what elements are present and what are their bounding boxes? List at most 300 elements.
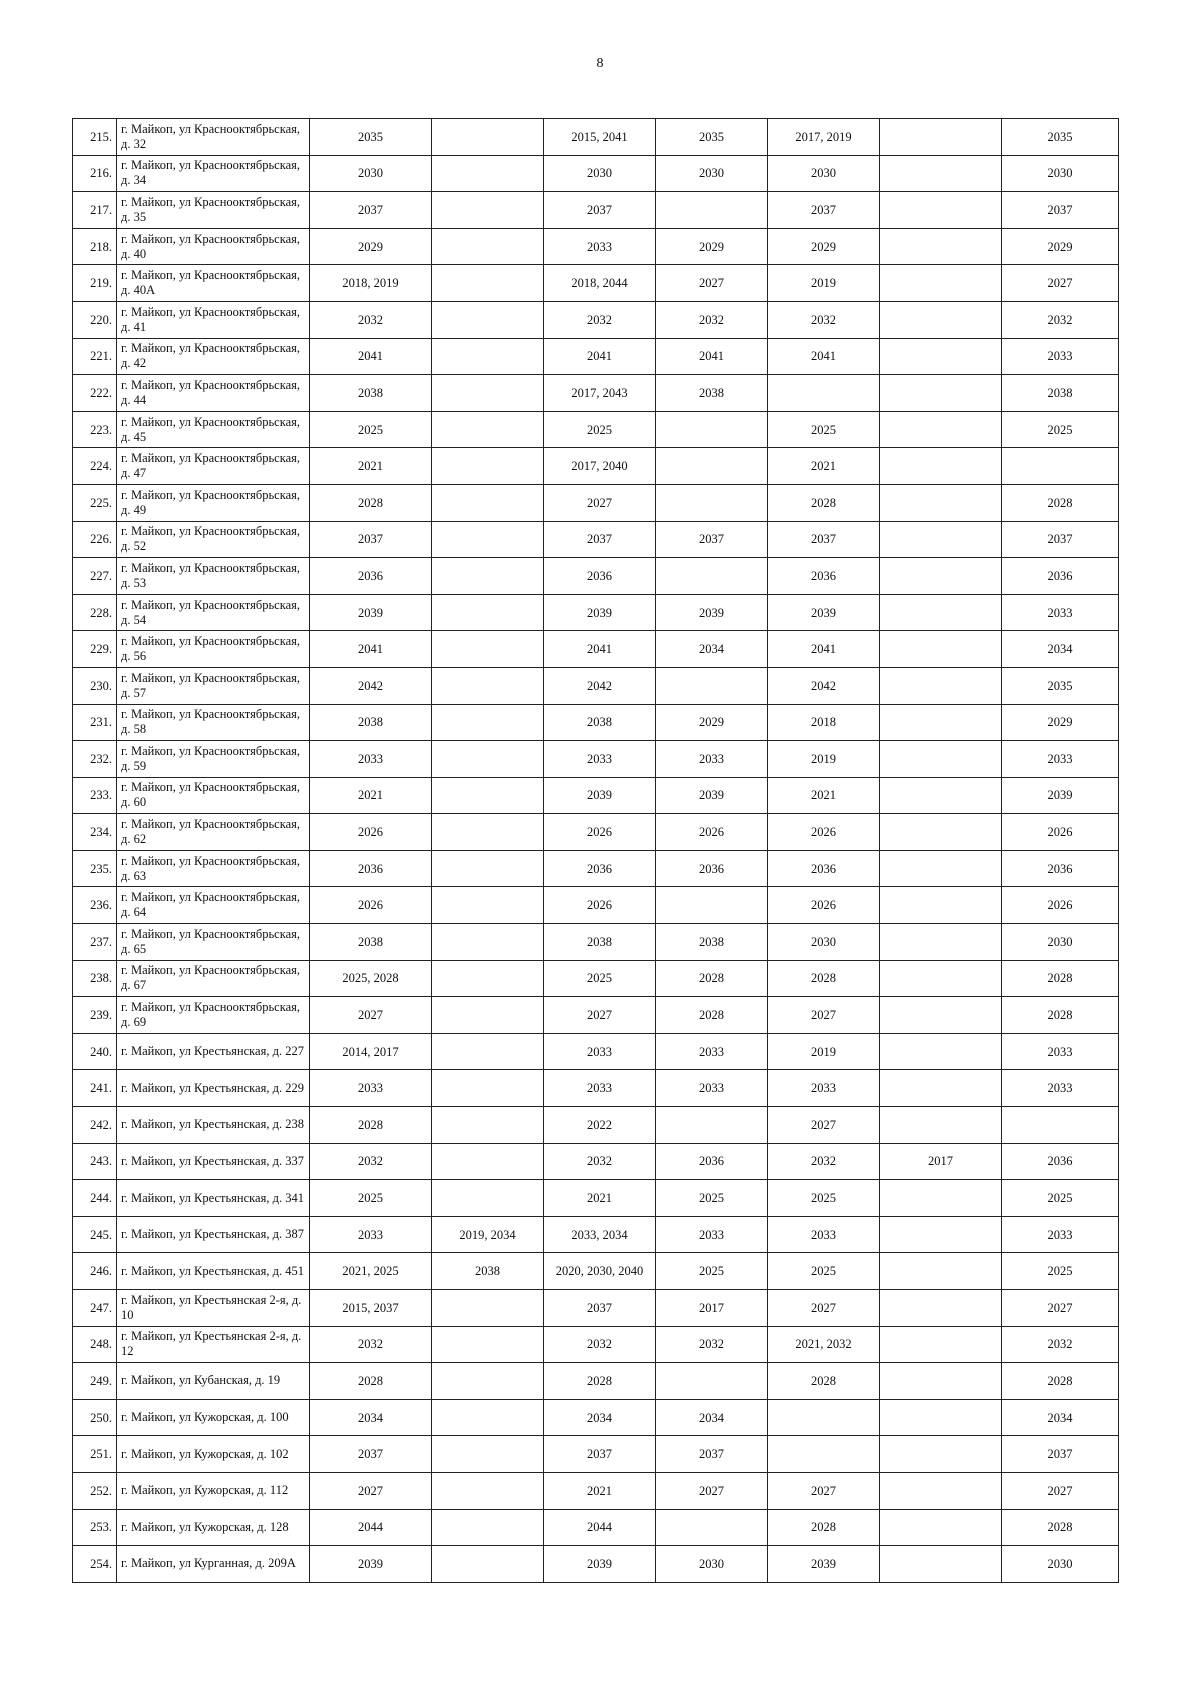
row-number: 227. [73,558,117,595]
year-cell-c3: 2036 [544,558,656,595]
year-cell-c1: 2029 [310,228,432,265]
year-cell-c7: 2033 [1002,1216,1119,1253]
year-cell-c7: 2037 [1002,521,1119,558]
year-cell-c1: 2015, 2037 [310,1290,432,1327]
address-cell: г. Майкоп, ул Крестьянская, д. 341 [117,1180,310,1217]
year-cell-c4: 2034 [656,1399,768,1436]
year-cell-c6 [880,411,1002,448]
year-cell-c5: 2028 [768,960,880,997]
year-cell-c6: 2017 [880,1143,1002,1180]
row-number: 231. [73,704,117,741]
year-cell-c2 [432,1107,544,1144]
row-number: 216. [73,155,117,192]
year-cell-c1: 2041 [310,631,432,668]
address-cell: г. Майкоп, ул Краснооктябрьская, д. 56 [117,631,310,668]
row-number: 248. [73,1326,117,1363]
year-cell-c3: 2041 [544,631,656,668]
year-cell-c5: 2025 [768,411,880,448]
year-cell-c6 [880,667,1002,704]
year-cell-c6 [880,1399,1002,1436]
year-cell-c2 [432,119,544,156]
year-cell-c3: 2033 [544,1070,656,1107]
address-cell: г. Майкоп, ул Краснооктябрьская, д. 42 [117,338,310,375]
year-cell-c1: 2032 [310,1143,432,1180]
year-cell-c4: 2041 [656,338,768,375]
row-number: 243. [73,1143,117,1180]
year-cell-c1: 2035 [310,119,432,156]
table-row [73,1253,1119,1290]
row-number: 219. [73,265,117,302]
table-row [73,1107,1119,1144]
year-cell-c5: 2037 [768,192,880,229]
table-row [73,265,1119,302]
year-cell-c6 [880,814,1002,851]
year-cell-c5: 2025 [768,1253,880,1290]
year-cell-c6 [880,1033,1002,1070]
table-row [73,1290,1119,1327]
year-cell-c4: 2033 [656,1216,768,1253]
year-cell-c1: 2018, 2019 [310,265,432,302]
address-cell: г. Майкоп, ул Краснооктябрьская, д. 34 [117,155,310,192]
row-number: 238. [73,960,117,997]
year-cell-c7: 2028 [1002,1363,1119,1400]
year-cell-c1: 2032 [310,301,432,338]
table-row [73,484,1119,521]
year-cell-c2 [432,924,544,961]
year-cell-c2 [432,887,544,924]
year-cell-c3: 2033 [544,741,656,778]
year-cell-c3: 2034 [544,1399,656,1436]
row-number: 220. [73,301,117,338]
year-cell-c7: 2036 [1002,850,1119,887]
year-cell-c4: 2030 [656,155,768,192]
year-cell-c3: 2026 [544,814,656,851]
table-row [73,667,1119,704]
year-cell-c1: 2036 [310,850,432,887]
year-cell-c3: 2037 [544,1290,656,1327]
year-cell-c4: 2033 [656,1070,768,1107]
year-cell-c6 [880,924,1002,961]
year-cell-c6 [880,558,1002,595]
year-cell-c6 [880,887,1002,924]
row-number: 222. [73,375,117,412]
year-cell-c6 [880,155,1002,192]
row-number: 251. [73,1436,117,1473]
row-number: 242. [73,1107,117,1144]
table-row [73,777,1119,814]
year-cell-c3: 2017, 2043 [544,375,656,412]
table-row [73,338,1119,375]
year-cell-c7: 2036 [1002,558,1119,595]
year-cell-c4: 2036 [656,850,768,887]
year-cell-c7: 2036 [1002,1143,1119,1180]
year-cell-c3: 2028 [544,1363,656,1400]
year-cell-c2 [432,741,544,778]
year-cell-c4: 2029 [656,704,768,741]
row-number: 233. [73,777,117,814]
row-number: 246. [73,1253,117,1290]
year-cell-c6 [880,960,1002,997]
year-cell-c2 [432,192,544,229]
year-cell-c3: 2032 [544,301,656,338]
row-number: 241. [73,1070,117,1107]
year-cell-c2 [432,1033,544,1070]
year-cell-c4: 2034 [656,631,768,668]
year-cell-c5 [768,375,880,412]
year-cell-c4: 2038 [656,924,768,961]
year-cell-c5: 2041 [768,338,880,375]
address-cell: г. Майкоп, ул Краснооктябрьская, д. 65 [117,924,310,961]
year-cell-c4: 2038 [656,375,768,412]
year-cell-c2 [432,448,544,485]
table-row [73,1033,1119,1070]
address-cell: г. Майкоп, ул Крестьянская 2-я, д. 12 [117,1326,310,1363]
address-cell: г. Майкоп, ул Краснооктябрьская, д. 64 [117,887,310,924]
year-cell-c1: 2025, 2028 [310,960,432,997]
year-cell-c2 [432,997,544,1034]
year-cell-c6 [880,997,1002,1034]
year-cell-c7: 2030 [1002,1546,1119,1583]
year-cell-c2 [432,1326,544,1363]
year-cell-c6 [880,1290,1002,1327]
year-cell-c7: 2039 [1002,777,1119,814]
year-cell-c2 [432,1290,544,1327]
row-number: 217. [73,192,117,229]
year-cell-c3: 2022 [544,1107,656,1144]
year-cell-c3: 2015, 2041 [544,119,656,156]
address-cell: г. Майкоп, ул Крестьянская, д. 451 [117,1253,310,1290]
year-cell-c5: 2033 [768,1070,880,1107]
year-cell-c6 [880,1546,1002,1583]
year-cell-c2 [432,594,544,631]
year-cell-c5: 2027 [768,1107,880,1144]
year-cell-c6 [880,1253,1002,1290]
row-number: 252. [73,1472,117,1509]
year-cell-c5: 2042 [768,667,880,704]
year-cell-c3: 2039 [544,594,656,631]
year-cell-c6 [880,1070,1002,1107]
year-cell-c1: 2026 [310,814,432,851]
year-cell-c5: 2019 [768,1033,880,1070]
table-row [73,850,1119,887]
row-number: 237. [73,924,117,961]
schedule-table [72,118,1119,1583]
year-cell-c4: 2033 [656,741,768,778]
year-cell-c7: 2033 [1002,741,1119,778]
year-cell-c7: 2033 [1002,1033,1119,1070]
year-cell-c3: 2020, 2030, 2040 [544,1253,656,1290]
year-cell-c6 [880,338,1002,375]
year-cell-c6 [880,1107,1002,1144]
year-cell-c3: 2039 [544,777,656,814]
year-cell-c5: 2028 [768,1363,880,1400]
year-cell-c4 [656,192,768,229]
year-cell-c3: 2021 [544,1180,656,1217]
row-number: 225. [73,484,117,521]
table-row [73,448,1119,485]
row-number: 236. [73,887,117,924]
year-cell-c4: 2028 [656,997,768,1034]
address-cell: г. Майкоп, ул Кужорская, д. 100 [117,1399,310,1436]
row-number: 224. [73,448,117,485]
table-row [73,301,1119,338]
row-number: 228. [73,594,117,631]
year-cell-c5: 2026 [768,814,880,851]
year-cell-c2 [432,265,544,302]
address-cell: г. Майкоп, ул Краснооктябрьская, д. 54 [117,594,310,631]
year-cell-c3: 2021 [544,1472,656,1509]
year-cell-c5: 2026 [768,887,880,924]
year-cell-c4: 2030 [656,1546,768,1583]
year-cell-c1: 2014, 2017 [310,1033,432,1070]
year-cell-c1: 2038 [310,924,432,961]
year-cell-c1: 2028 [310,1107,432,1144]
row-number: 244. [73,1180,117,1217]
address-cell: г. Майкоп, ул Крестьянская, д. 227 [117,1033,310,1070]
table-row [73,960,1119,997]
year-cell-c5 [768,1436,880,1473]
year-cell-c3: 2030 [544,155,656,192]
address-cell: г. Майкоп, ул Краснооктябрьская, д. 35 [117,192,310,229]
row-number: 221. [73,338,117,375]
year-cell-c5: 2036 [768,558,880,595]
address-cell: г. Майкоп, ул Крестьянская 2-я, д. 10 [117,1290,310,1327]
row-number: 253. [73,1509,117,1546]
year-cell-c3: 2037 [544,521,656,558]
year-cell-c7: 2037 [1002,192,1119,229]
year-cell-c4: 2025 [656,1253,768,1290]
year-cell-c6 [880,521,1002,558]
year-cell-c2 [432,228,544,265]
year-cell-c5: 2036 [768,850,880,887]
year-cell-c1: 2039 [310,594,432,631]
year-cell-c3: 2026 [544,887,656,924]
year-cell-c2 [432,1472,544,1509]
year-cell-c1: 2034 [310,1399,432,1436]
table-row [73,1180,1119,1217]
table-row [73,411,1119,448]
year-cell-c7: 2028 [1002,960,1119,997]
year-cell-c4 [656,448,768,485]
address-cell: г. Майкоп, ул Краснооктябрьская, д. 49 [117,484,310,521]
year-cell-c5: 2027 [768,1290,880,1327]
year-cell-c1: 2021, 2025 [310,1253,432,1290]
year-cell-c6 [880,741,1002,778]
year-cell-c7: 2033 [1002,338,1119,375]
table-row [73,119,1119,156]
year-cell-c1: 2042 [310,667,432,704]
year-cell-c1: 2025 [310,1180,432,1217]
year-cell-c5: 2039 [768,594,880,631]
year-cell-c4: 2017 [656,1290,768,1327]
year-cell-c2 [432,1180,544,1217]
year-cell-c4: 2029 [656,228,768,265]
page-number: 8 [596,56,604,71]
year-cell-c2 [432,1363,544,1400]
year-cell-c5: 2019 [768,265,880,302]
year-cell-c7: 2025 [1002,1180,1119,1217]
year-cell-c1: 2039 [310,1546,432,1583]
year-cell-c4 [656,484,768,521]
table-row [73,558,1119,595]
year-cell-c3: 2033 [544,228,656,265]
table-body [73,119,1119,1583]
year-cell-c3: 2017, 2040 [544,448,656,485]
address-cell: г. Майкоп, ул Крестьянская, д. 387 [117,1216,310,1253]
table-row [73,1070,1119,1107]
row-number: 234. [73,814,117,851]
year-cell-c3: 2037 [544,192,656,229]
row-number: 249. [73,1363,117,1400]
year-cell-c6 [880,704,1002,741]
year-cell-c6 [880,1436,1002,1473]
table-row [73,1363,1119,1400]
year-cell-c3: 2039 [544,1546,656,1583]
year-cell-c5: 2033 [768,1216,880,1253]
row-number: 226. [73,521,117,558]
year-cell-c6 [880,265,1002,302]
year-cell-c2 [432,558,544,595]
year-cell-c6 [880,1180,1002,1217]
year-cell-c4: 2026 [656,814,768,851]
year-cell-c1: 2028 [310,484,432,521]
year-cell-c6 [880,631,1002,668]
year-cell-c4 [656,667,768,704]
year-cell-c6 [880,594,1002,631]
year-cell-c2: 2019, 2034 [432,1216,544,1253]
year-cell-c2 [432,1436,544,1473]
year-cell-c7: 2028 [1002,997,1119,1034]
year-cell-c3: 2041 [544,338,656,375]
year-cell-c4: 2032 [656,301,768,338]
address-cell: г. Майкоп, ул Краснооктябрьская, д. 40 [117,228,310,265]
year-cell-c5: 2039 [768,1546,880,1583]
year-cell-c3: 2038 [544,704,656,741]
row-number: 254. [73,1546,117,1583]
table-row [73,1399,1119,1436]
table-row [73,155,1119,192]
year-cell-c3: 2044 [544,1509,656,1546]
table-row [73,704,1119,741]
year-cell-c6 [880,1509,1002,1546]
row-number: 250. [73,1399,117,1436]
year-cell-c5: 2041 [768,631,880,668]
table-row [73,1143,1119,1180]
year-cell-c7: 2026 [1002,814,1119,851]
year-cell-c2 [432,375,544,412]
year-cell-c5: 2032 [768,301,880,338]
year-cell-c1: 2037 [310,521,432,558]
year-cell-c3: 2032 [544,1326,656,1363]
table-row [73,1472,1119,1509]
year-cell-c5: 2027 [768,997,880,1034]
year-cell-c5: 2017, 2019 [768,119,880,156]
year-cell-c4: 2032 [656,1326,768,1363]
year-cell-c4 [656,1107,768,1144]
table-row [73,814,1119,851]
year-cell-c4: 2037 [656,1436,768,1473]
table-row [73,594,1119,631]
year-cell-c3: 2036 [544,850,656,887]
year-cell-c1: 2026 [310,887,432,924]
year-cell-c7: 2027 [1002,265,1119,302]
year-cell-c2 [432,155,544,192]
year-cell-c1: 2041 [310,338,432,375]
address-cell: г. Майкоп, ул Крестьянская, д. 229 [117,1070,310,1107]
year-cell-c6 [880,1472,1002,1509]
year-cell-c6 [880,301,1002,338]
table-row [73,375,1119,412]
address-cell: г. Майкоп, ул Краснооктябрьская, д. 32 [117,119,310,156]
table-row [73,1509,1119,1546]
year-cell-c4: 2027 [656,1472,768,1509]
row-number: 247. [73,1290,117,1327]
year-cell-c5: 2021, 2032 [768,1326,880,1363]
year-cell-c1: 2032 [310,1326,432,1363]
address-cell: г. Майкоп, ул Краснооктябрьская, д. 41 [117,301,310,338]
year-cell-c7: 2033 [1002,1070,1119,1107]
year-cell-c6 [880,228,1002,265]
year-cell-c1: 2027 [310,997,432,1034]
year-cell-c2 [432,960,544,997]
year-cell-c4 [656,887,768,924]
address-cell: г. Майкоп, ул Кужорская, д. 128 [117,1509,310,1546]
address-cell: г. Майкоп, ул Краснооктябрьская, д. 57 [117,667,310,704]
address-cell: г. Майкоп, ул Краснооктябрьская, д. 60 [117,777,310,814]
year-cell-c1: 2033 [310,741,432,778]
year-cell-c4 [656,411,768,448]
address-cell: г. Майкоп, ул Кубанская, д. 19 [117,1363,310,1400]
year-cell-c2 [432,1070,544,1107]
year-cell-c1: 2033 [310,1216,432,1253]
year-cell-c1: 2038 [310,704,432,741]
table-row [73,192,1119,229]
row-number: 218. [73,228,117,265]
table-row [73,1326,1119,1363]
table-row [73,1216,1119,1253]
year-cell-c4: 2036 [656,1143,768,1180]
year-cell-c7: 2030 [1002,155,1119,192]
table-row [73,521,1119,558]
year-cell-c3: 2032 [544,1143,656,1180]
address-cell: г. Майкоп, ул Краснооктябрьская, д. 44 [117,375,310,412]
year-cell-c7: 2028 [1002,484,1119,521]
table-row [73,924,1119,961]
year-cell-c1: 2028 [310,1363,432,1400]
year-cell-c1: 2037 [310,192,432,229]
row-number: 235. [73,850,117,887]
year-cell-c5: 2018 [768,704,880,741]
year-cell-c5: 2019 [768,741,880,778]
address-cell: г. Майкоп, ул Кужорская, д. 102 [117,1436,310,1473]
address-cell: г. Майкоп, ул Краснооктябрьская, д. 69 [117,997,310,1034]
year-cell-c4: 2035 [656,119,768,156]
year-cell-c4 [656,1363,768,1400]
row-number: 245. [73,1216,117,1253]
row-number: 239. [73,997,117,1034]
year-cell-c6 [880,1363,1002,1400]
year-cell-c1: 2021 [310,777,432,814]
address-cell: г. Майкоп, ул Краснооктябрьская, д. 67 [117,960,310,997]
year-cell-c3: 2027 [544,484,656,521]
year-cell-c2 [432,814,544,851]
year-cell-c4: 2033 [656,1033,768,1070]
year-cell-c2 [432,1546,544,1583]
year-cell-c2 [432,338,544,375]
year-cell-c7: 2029 [1002,228,1119,265]
year-cell-c4: 2039 [656,594,768,631]
year-cell-c7: 2033 [1002,594,1119,631]
